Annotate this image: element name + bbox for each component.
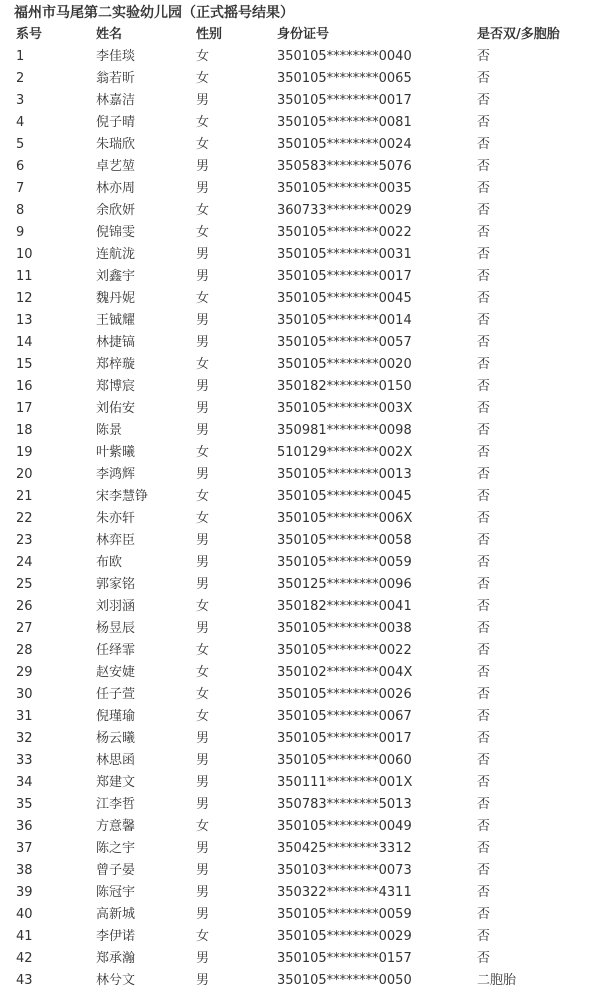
cell-name: 江李哲 xyxy=(96,797,136,812)
cell-id: 350105********003X xyxy=(277,401,413,416)
cell-twin: 否 xyxy=(477,335,491,350)
cell-no: 16 xyxy=(16,379,33,394)
cell-twin: 否 xyxy=(477,555,491,570)
cell-name: 布欧 xyxy=(96,555,123,570)
cell-name: 卓艺堃 xyxy=(96,159,136,174)
cell-twin: 否 xyxy=(477,907,491,922)
cell-gender: 女 xyxy=(196,225,210,240)
cell-id: 350103********0073 xyxy=(277,863,412,878)
cell-no: 38 xyxy=(16,863,33,878)
cell-twin: 否 xyxy=(477,71,491,86)
table-row xyxy=(0,552,614,574)
cell-twin: 否 xyxy=(477,93,491,108)
cell-no: 13 xyxy=(16,313,33,328)
cell-gender: 女 xyxy=(196,709,210,724)
cell-no: 41 xyxy=(16,929,33,944)
cell-twin: 否 xyxy=(477,467,491,482)
table-row xyxy=(0,618,614,640)
cell-id: 350105********0029 xyxy=(277,929,412,944)
cell-no: 1 xyxy=(16,49,25,64)
cell-id: 350102********004X xyxy=(277,665,413,680)
cell-twin: 否 xyxy=(477,247,491,262)
cell-gender: 女 xyxy=(196,137,210,152)
cell-name: 曾子晏 xyxy=(96,863,136,878)
cell-gender: 男 xyxy=(196,181,210,196)
cell-twin: 否 xyxy=(477,115,491,130)
table-row xyxy=(0,288,614,310)
cell-name: 林捷镐 xyxy=(96,335,136,350)
cell-name: 朱亦轩 xyxy=(96,511,136,526)
cell-name: 林亦周 xyxy=(96,181,136,196)
cell-twin: 否 xyxy=(477,181,491,196)
cell-twin: 二胞胎 xyxy=(477,973,517,988)
cell-gender: 女 xyxy=(196,445,210,460)
cell-gender: 女 xyxy=(196,819,210,834)
cell-gender: 男 xyxy=(196,621,210,636)
table-row xyxy=(0,90,614,112)
cell-no: 30 xyxy=(16,687,33,702)
cell-name: 刘羽涵 xyxy=(96,599,136,614)
cell-gender: 男 xyxy=(196,841,210,856)
cell-twin: 否 xyxy=(477,313,491,328)
cell-twin: 否 xyxy=(477,775,491,790)
cell-id: 350105********0059 xyxy=(277,555,412,570)
cell-no: 37 xyxy=(16,841,33,856)
table-row xyxy=(0,156,614,178)
cell-id: 350105********0017 xyxy=(277,269,412,284)
cell-name: 郑建文 xyxy=(96,775,136,790)
cell-name: 高新城 xyxy=(96,907,136,922)
table-row xyxy=(0,68,614,90)
cell-twin: 否 xyxy=(477,621,491,636)
cell-twin: 否 xyxy=(477,423,491,438)
cell-gender: 女 xyxy=(196,71,210,86)
table-row xyxy=(0,486,614,508)
cell-id: 350322********4311 xyxy=(277,885,412,900)
cell-name: 叶紫曦 xyxy=(96,445,136,460)
cell-name: 李鸿辉 xyxy=(96,467,136,482)
cell-name: 任绎霏 xyxy=(96,643,136,658)
cell-name: 杨昱辰 xyxy=(96,621,136,636)
cell-no: 5 xyxy=(16,137,25,152)
cell-name: 陈之宇 xyxy=(96,841,136,856)
cell-twin: 否 xyxy=(477,49,491,64)
cell-id: 350105********0017 xyxy=(277,731,412,746)
cell-name: 林嘉洁 xyxy=(96,93,136,108)
cell-id: 350105********0035 xyxy=(277,181,412,196)
cell-twin: 否 xyxy=(477,445,491,460)
cell-twin: 否 xyxy=(477,379,491,394)
table-row xyxy=(0,750,614,772)
cell-twin: 否 xyxy=(477,357,491,372)
cell-gender: 女 xyxy=(196,643,210,658)
header-twin: 是否双/多胞胎 xyxy=(477,27,560,42)
cell-name: 倪子晴 xyxy=(96,115,136,130)
table-row xyxy=(0,442,614,464)
cell-twin: 否 xyxy=(477,291,491,306)
cell-name: 赵安婕 xyxy=(96,665,136,680)
table-row xyxy=(0,596,614,618)
cell-gender: 男 xyxy=(196,423,210,438)
cell-id: 350783********5013 xyxy=(277,797,412,812)
table-row xyxy=(0,772,614,794)
cell-twin: 否 xyxy=(477,863,491,878)
cell-name: 郑承瀚 xyxy=(96,951,136,966)
cell-gender: 男 xyxy=(196,93,210,108)
cell-no: 7 xyxy=(16,181,25,196)
cell-id: 350105********0081 xyxy=(277,115,412,130)
cell-no: 22 xyxy=(16,511,33,526)
cell-twin: 否 xyxy=(477,203,491,218)
cell-twin: 否 xyxy=(477,137,491,152)
cell-twin: 否 xyxy=(477,511,491,526)
cell-gender: 男 xyxy=(196,379,210,394)
cell-no: 18 xyxy=(16,423,33,438)
table-row xyxy=(0,904,614,926)
cell-name: 杨云曦 xyxy=(96,731,136,746)
table-row xyxy=(0,530,614,552)
cell-gender: 女 xyxy=(196,203,210,218)
cell-twin: 否 xyxy=(477,665,491,680)
cell-id: 350105********0045 xyxy=(277,291,412,306)
cell-no: 25 xyxy=(16,577,33,592)
cell-id: 350105********006X xyxy=(277,511,413,526)
cell-gender: 男 xyxy=(196,401,210,416)
cell-id: 350105********0050 xyxy=(277,973,412,988)
cell-no: 17 xyxy=(16,401,33,416)
table-row xyxy=(0,860,614,882)
table-row xyxy=(0,266,614,288)
cell-id: 350105********0020 xyxy=(277,357,412,372)
table-row xyxy=(0,706,614,728)
cell-name: 任子萱 xyxy=(96,687,136,702)
cell-gender: 男 xyxy=(196,247,210,262)
cell-id: 350105********0049 xyxy=(277,819,412,834)
table-row xyxy=(0,970,614,992)
table-row xyxy=(0,244,614,266)
cell-no: 2 xyxy=(16,71,25,86)
cell-no: 23 xyxy=(16,533,33,548)
cell-twin: 否 xyxy=(477,577,491,592)
table-row xyxy=(0,662,614,684)
cell-no: 11 xyxy=(16,269,33,284)
header-id: 身份证号 xyxy=(277,27,330,42)
cell-name: 刘佑安 xyxy=(96,401,136,416)
cell-name: 林兮文 xyxy=(96,973,136,988)
cell-id: 350105********0057 xyxy=(277,335,412,350)
cell-no: 24 xyxy=(16,555,33,570)
cell-no: 14 xyxy=(16,335,33,350)
table-row xyxy=(0,926,614,948)
cell-no: 10 xyxy=(16,247,33,262)
table-row xyxy=(0,354,614,376)
table-row xyxy=(0,728,614,750)
cell-name: 陈冠宇 xyxy=(96,885,136,900)
cell-id: 350105********0014 xyxy=(277,313,412,328)
cell-gender: 男 xyxy=(196,731,210,746)
table-row xyxy=(0,508,614,530)
cell-twin: 否 xyxy=(477,489,491,504)
cell-id: 350105********0059 xyxy=(277,907,412,922)
cell-no: 42 xyxy=(16,951,33,966)
cell-gender: 男 xyxy=(196,467,210,482)
table-row xyxy=(0,398,614,420)
cell-name: 林思函 xyxy=(96,753,136,768)
page-title: 福州市马尾第二实验幼儿园（正式摇号结果） xyxy=(14,5,294,21)
cell-gender: 男 xyxy=(196,159,210,174)
cell-gender: 男 xyxy=(196,533,210,548)
table-row xyxy=(0,882,614,904)
cell-id: 350105********0065 xyxy=(277,71,412,86)
cell-id: 350105********0013 xyxy=(277,467,412,482)
cell-no: 31 xyxy=(16,709,33,724)
table-row xyxy=(0,112,614,134)
cell-no: 26 xyxy=(16,599,33,614)
table-row xyxy=(0,200,614,222)
cell-id: 510129********002X xyxy=(277,445,413,460)
cell-id: 350105********0031 xyxy=(277,247,412,262)
cell-no: 4 xyxy=(16,115,25,130)
cell-twin: 否 xyxy=(477,533,491,548)
cell-name: 翁若昕 xyxy=(96,71,136,86)
cell-gender: 男 xyxy=(196,269,210,284)
cell-no: 35 xyxy=(16,797,33,812)
header-name: 姓名 xyxy=(96,27,123,42)
cell-id: 350105********0040 xyxy=(277,49,412,64)
cell-no: 33 xyxy=(16,753,33,768)
table-row xyxy=(0,134,614,156)
cell-gender: 女 xyxy=(196,665,210,680)
cell-no: 27 xyxy=(16,621,33,636)
cell-no: 40 xyxy=(16,907,33,922)
cell-gender: 男 xyxy=(196,335,210,350)
cell-gender: 女 xyxy=(196,929,210,944)
table-row xyxy=(0,816,614,838)
table-row xyxy=(0,574,614,596)
cell-gender: 男 xyxy=(196,555,210,570)
cell-id: 350125********0096 xyxy=(277,577,412,592)
cell-id: 350105********0045 xyxy=(277,489,412,504)
cell-id: 350105********0022 xyxy=(277,643,412,658)
table-row xyxy=(0,178,614,200)
cell-no: 43 xyxy=(16,973,33,988)
cell-name: 陈景 xyxy=(96,423,123,438)
cell-gender: 男 xyxy=(196,797,210,812)
cell-id: 350105********0017 xyxy=(277,93,412,108)
cell-id: 360733********0029 xyxy=(277,203,412,218)
cell-gender: 男 xyxy=(196,577,210,592)
cell-no: 32 xyxy=(16,731,33,746)
cell-name: 魏丹妮 xyxy=(96,291,136,306)
table-row xyxy=(0,640,614,662)
table-header xyxy=(0,24,614,46)
cell-twin: 否 xyxy=(477,687,491,702)
cell-twin: 否 xyxy=(477,951,491,966)
cell-twin: 否 xyxy=(477,731,491,746)
cell-gender: 男 xyxy=(196,753,210,768)
cell-name: 连航泷 xyxy=(96,247,136,262)
table-row xyxy=(0,46,614,68)
cell-id: 350425********3312 xyxy=(277,841,412,856)
header-no: 系号 xyxy=(16,27,43,42)
cell-twin: 否 xyxy=(477,599,491,614)
cell-gender: 男 xyxy=(196,907,210,922)
cell-gender: 女 xyxy=(196,599,210,614)
cell-name: 朱瑞欣 xyxy=(96,137,136,152)
cell-no: 12 xyxy=(16,291,33,306)
cell-no: 9 xyxy=(16,225,25,240)
cell-gender: 男 xyxy=(196,973,210,988)
table-row xyxy=(0,464,614,486)
table-row xyxy=(0,332,614,354)
table-row xyxy=(0,420,614,442)
cell-gender: 男 xyxy=(196,863,210,878)
cell-no: 15 xyxy=(16,357,33,372)
cell-name: 余欣妍 xyxy=(96,203,136,218)
cell-no: 36 xyxy=(16,819,33,834)
cell-twin: 否 xyxy=(477,885,491,900)
cell-name: 李佳琰 xyxy=(96,49,136,64)
cell-twin: 否 xyxy=(477,643,491,658)
cell-id: 350105********0026 xyxy=(277,687,412,702)
cell-id: 350105********0038 xyxy=(277,621,412,636)
cell-gender: 女 xyxy=(196,489,210,504)
cell-no: 39 xyxy=(16,885,33,900)
cell-twin: 否 xyxy=(477,709,491,724)
cell-no: 28 xyxy=(16,643,33,658)
cell-twin: 否 xyxy=(477,819,491,834)
cell-id: 350111********001X xyxy=(277,775,413,790)
table-row xyxy=(0,684,614,706)
cell-name: 倪瑾瑜 xyxy=(96,709,136,724)
cell-id: 350182********0150 xyxy=(277,379,412,394)
cell-name: 李伊诺 xyxy=(96,929,136,944)
cell-gender: 男 xyxy=(196,775,210,790)
cell-id: 350182********0041 xyxy=(277,599,412,614)
cell-name: 林弈臣 xyxy=(96,533,136,548)
cell-gender: 女 xyxy=(196,687,210,702)
cell-no: 19 xyxy=(16,445,33,460)
cell-id: 350105********0024 xyxy=(277,137,412,152)
cell-twin: 否 xyxy=(477,225,491,240)
cell-name: 宋李慧铮 xyxy=(96,489,149,504)
cell-id: 350583********5076 xyxy=(277,159,412,174)
cell-no: 6 xyxy=(16,159,25,174)
cell-id: 350105********0060 xyxy=(277,753,412,768)
cell-id: 350105********0058 xyxy=(277,533,412,548)
table-row xyxy=(0,794,614,816)
header-gender: 性别 xyxy=(196,27,223,42)
cell-name: 王铖耀 xyxy=(96,313,136,328)
cell-gender: 男 xyxy=(196,313,210,328)
table-row xyxy=(0,376,614,398)
cell-name: 倪锦雯 xyxy=(96,225,136,240)
cell-twin: 否 xyxy=(477,797,491,812)
cell-twin: 否 xyxy=(477,753,491,768)
cell-no: 8 xyxy=(16,203,25,218)
cell-twin: 否 xyxy=(477,929,491,944)
cell-gender: 女 xyxy=(196,49,210,64)
cell-twin: 否 xyxy=(477,841,491,856)
table-row xyxy=(0,838,614,860)
cell-id: 350105********0022 xyxy=(277,225,412,240)
cell-no: 3 xyxy=(16,93,25,108)
table-row xyxy=(0,222,614,244)
cell-no: 21 xyxy=(16,489,33,504)
cell-name: 刘鑫宇 xyxy=(96,269,136,284)
cell-twin: 否 xyxy=(477,159,491,174)
cell-no: 20 xyxy=(16,467,33,482)
cell-name: 郭家铭 xyxy=(96,577,136,592)
cell-id: 350105********0157 xyxy=(277,951,412,966)
cell-name: 方意馨 xyxy=(96,819,136,834)
cell-id: 350981********0098 xyxy=(277,423,412,438)
table-row xyxy=(0,310,614,332)
cell-gender: 男 xyxy=(196,885,210,900)
cell-gender: 女 xyxy=(196,357,210,372)
cell-gender: 男 xyxy=(196,951,210,966)
cell-id: 350105********0067 xyxy=(277,709,412,724)
cell-twin: 否 xyxy=(477,269,491,284)
cell-gender: 女 xyxy=(196,115,210,130)
cell-gender: 女 xyxy=(196,511,210,526)
table-row xyxy=(0,948,614,970)
cell-name: 郑博宸 xyxy=(96,379,136,394)
cell-gender: 女 xyxy=(196,291,210,306)
cell-no: 29 xyxy=(16,665,33,680)
cell-name: 郑梓璇 xyxy=(96,357,136,372)
cell-twin: 否 xyxy=(477,401,491,416)
cell-no: 34 xyxy=(16,775,33,790)
